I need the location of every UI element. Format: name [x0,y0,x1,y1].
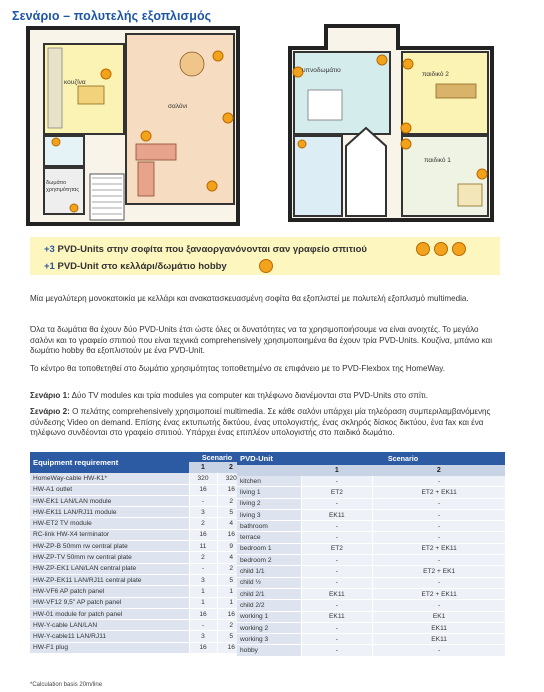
ground-floor-plan [28,28,238,224]
scenario-1-value: - [189,495,217,506]
table-row [30,507,245,518]
scenario-2-value: EK1 [373,611,505,622]
scenario-2-value: - [373,577,505,588]
table-row [30,620,245,631]
legend-box [30,237,500,275]
scenario-1-value: - [301,532,373,543]
scenario-2-value: ET2 + EK1 [373,566,505,577]
row-label: RC-link HW-X4 terminator [30,529,189,540]
table-row [237,532,505,543]
table-row [30,529,245,540]
table-row [237,543,505,554]
calculation-note: *Calculation basis 20m/line [30,682,103,688]
unit-dot-icon [416,242,430,256]
scenario-2-value: 16 [217,608,245,619]
table-row [30,608,245,619]
scenario-2-value: 9 [217,541,245,552]
table-row [237,611,505,622]
equipment-table [30,452,245,654]
equipment-table-header: Equipment requirement [30,452,189,473]
row-label: HomeWay-cable HW-K1* [30,473,189,484]
row-label: child 2/1 [237,588,301,599]
scenario-1-value: 3 [189,631,217,642]
row-label: living 2 [237,498,301,509]
unit-dot-icon [434,242,448,256]
scenario-1-value: 2 [189,552,217,563]
scenario1-paragraph: Σενάριο 1: Δύο TV modules και τρία modules για computer και τηλέφωνο διανέμονται στα PVD-Units στο σπίτι. [30,391,428,400]
pvd-table-body [237,476,505,656]
scenario-2-value: 2 [217,620,245,631]
table-row [30,631,245,642]
row-label: HW-01 module for patch panel [30,608,189,619]
row-label: working 2 [237,622,301,633]
scenario-1-value: - [301,622,373,633]
scenario-1-value: - [301,577,373,588]
scenario-2-value: - [373,521,505,532]
row-label: bedroom 2 [237,555,301,566]
scenario-1-value: - [301,634,373,645]
child2-label: παιδικό 2 [422,71,449,78]
table-row [237,600,505,611]
pvd-unit-table [237,452,505,657]
scenario-2-value: - [373,532,505,543]
row-label: HW-ZP-TV 50mm rw central plate [30,552,189,563]
scenario-2-value: 2 [217,563,245,574]
scenario-2-value: ET2 + EK11 [373,588,505,599]
pvd-header-blank [237,465,301,476]
scenario-1-value: ET2 [301,487,373,498]
child1-label: παιδικό 1 [424,157,451,164]
scenario-1-value: - [301,555,373,566]
scenario-2-value: - [373,555,505,566]
page-title: Σενάριο – πολυτελής εξοπλισμός [12,9,212,23]
scenario-2-value: EK11 [373,634,505,645]
scenario-col-1: 1 [301,465,373,476]
scenario-2-value: 5 [217,507,245,518]
row-label: living 1 [237,487,301,498]
row-label: HW-EK11 LAN/RJ11 module [30,507,189,518]
rooms-paragraph: Όλα τα δωμάτια θα έχουν δύο PVD-Units έτσι ώστε όλες οι δυνατότητες να τα χρησιμοποιήσουμε να είναι ανοιχτές. Το μεγάλο σαλόνι και το γραφείο σπιτιού που είναι τεχνικά comprehensively χρησιμοποιημένα θα έχουν τρία PVD-Units. Κουζίνα, μπάνιο και δωμάτιο hobby θα εξοπλιστούν με ένα PVD-Unit. [30,325,493,355]
row-label: living 3 [237,509,301,520]
scenario-1-value: EK11 [301,588,373,599]
row-label: HW-VF6 AP patch panel [30,586,189,597]
living-label: σαλόνι [168,103,188,110]
scenario-2-value: 16 [217,642,245,653]
row-label: working 1 [237,611,301,622]
scenario-2-value: 5 [217,574,245,585]
scenario-1-value: 16 [189,642,217,653]
scenario-1-value: 11 [189,541,217,552]
scenario-2-value: ET2 + EK11 [373,543,505,554]
scenario-2-value: 320 [217,473,245,484]
scenario-2-value: - [373,498,505,509]
scenario-1-value: - [301,476,373,487]
legend-line-1: +3 PVD-Units στην σοφίτα που ξαναοργανόνονται σαν γραφείο σπιτιού [44,244,367,255]
utility-label-1: δωμάτιο [46,180,67,186]
scenario-1-value: - [301,498,373,509]
table-row [237,521,505,532]
row-label: HW-Y-cable LAN/LAN [30,620,189,631]
center-paragraph: Το κέντρο θα τοποθετηθεί στο δωμάτιο χρησιμότητας τοποθετημένο σε επιφάνειο με το PVD-Flexbox της HomeWay. [30,364,445,373]
floor-plans [26,24,500,232]
table-row [30,563,245,574]
table-row [237,498,505,509]
scenario-2-value: 1 [217,597,245,608]
scenario-col-2: 2 [373,465,505,476]
table-row [237,509,505,520]
kitchen-label: κουζίνα [64,79,86,86]
scenario-1-value: EK11 [301,509,373,520]
scenario-2-value: EK11 [373,622,505,633]
scenario-1-value: - [189,620,217,631]
scenario-2-value: 2 [217,495,245,506]
table-row [237,645,505,656]
table-row [30,552,245,563]
unit-dot-icon [259,259,273,273]
row-label: HW-ZP-EK11 LAN/RJ11 central plate [30,574,189,585]
scenario-1-value: ET2 [301,543,373,554]
scenario-2-value: - [373,509,505,520]
scenario-col-2: 2 [217,462,245,473]
table-row [30,541,245,552]
table-row [237,476,505,487]
row-label: working 3 [237,634,301,645]
row-label: child 1/1 [237,566,301,577]
equipment-table-body [30,473,245,653]
scenario-2-value: - [373,645,505,656]
scenario-1-value: 2 [189,518,217,529]
scenario-1-value: 320 [189,473,217,484]
row-label: HW-A1 outlet [30,484,189,495]
scenario-1-value: EK11 [301,611,373,622]
scenario-1-value: - [189,563,217,574]
scenario-1-value: - [301,566,373,577]
table-row [30,574,245,585]
utility-label-2: χρησιμότητας [46,187,79,193]
row-label: HW-ZP-EK1 LAN/LAN central plate [30,563,189,574]
scenario-1-value: - [301,645,373,656]
table-row [30,473,245,484]
upper-floor-plan [290,26,492,220]
scenario-1-value: 3 [189,507,217,518]
table-row [30,586,245,597]
row-label: terrace [237,532,301,543]
unit-dot-icon [452,242,466,256]
table-row [30,642,245,653]
pvd-table-header: PVD-Unit [237,452,301,465]
scenario-2-value: - [373,600,505,611]
scenario-2-value: 16 [217,529,245,540]
table-row [237,566,505,577]
row-label: HW-EK1 LAN/LAN module [30,495,189,506]
scenario-2-value: 5 [217,631,245,642]
scenario-1-value: 3 [189,574,217,585]
scenario2-paragraph: Σενάριο 2: Ο πελάτης comprehensively χρησιμοποιεί multimedia. Σε κάθε σαλόνι υπάρχει μία τηλεόραση συμπεριλαμβανόμενης σύνδεσης Video on demand. Επίσης ένας εκτυπωτής δικτύου, ένας υπολογιστής, ένας σκληρός δίσκος δικτύου, ένα fax και ένα τηλέφωνο συνδέονται στο γραφείο σπιτιού. Υπάρχει ένας επιπλέον υπολογιστής στο παιδικό δωμάτιο. [30,407,491,437]
table-row [237,588,505,599]
scenario-1-value: 1 [189,597,217,608]
row-label: child ½ [237,577,301,588]
scenario-2-value: ET2 + EK11 [373,487,505,498]
row-label: HW-F1 plug [30,642,189,653]
scenario-1-value: - [301,521,373,532]
scenario-2-value: 1 [217,586,245,597]
row-label: HW-Y-cable11 LAN/RJ11 [30,631,189,642]
scenario-2-value: 16 [217,484,245,495]
table-row [237,555,505,566]
intro-paragraph: Μία μεγαλύτερη μονοκατοικία με κελλάρι και ανακατασκευασμένη σοφίτα θα εξοπλιστεί με πολυτελή εξοπλισμό multimedia. [30,294,469,303]
table-row [30,484,245,495]
table-row [30,597,245,608]
scenario-col-1: 1 [189,462,217,473]
legend-line-2: +1 PVD-Unit στο κελλάρι/δωμάτιο hobby [44,261,227,272]
scenario-1-value: 16 [189,529,217,540]
row-label: HW-ET2 TV module [30,518,189,529]
scenario-1-value: 16 [189,608,217,619]
row-label: hobby [237,645,301,656]
table-row [237,577,505,588]
row-label: HW-ZP-B 50mm rw central plate [30,541,189,552]
scenario-header: Scenario [189,452,245,462]
row-label: bedroom 1 [237,543,301,554]
table-row [30,495,245,506]
scenario-2-value: 4 [217,518,245,529]
row-label: child 2/2 [237,600,301,611]
row-label: HW-VF12 9,5" AP patch panel [30,597,189,608]
table-row [30,518,245,529]
scenario-1-value: - [301,600,373,611]
scenario-1-value: 1 [189,586,217,597]
scenario-2-value: 4 [217,552,245,563]
row-label: bathroom [237,521,301,532]
table-row [237,487,505,498]
scenario-2-value: - [373,476,505,487]
scenario-1-value: 16 [189,484,217,495]
wc-room [44,136,84,166]
row-label: kitchen [237,476,301,487]
scenario-header: Scenario [301,452,505,465]
bedroom-label: υπνοδωμάτιο [302,67,341,74]
table-row [237,622,505,633]
table-row [237,634,505,645]
